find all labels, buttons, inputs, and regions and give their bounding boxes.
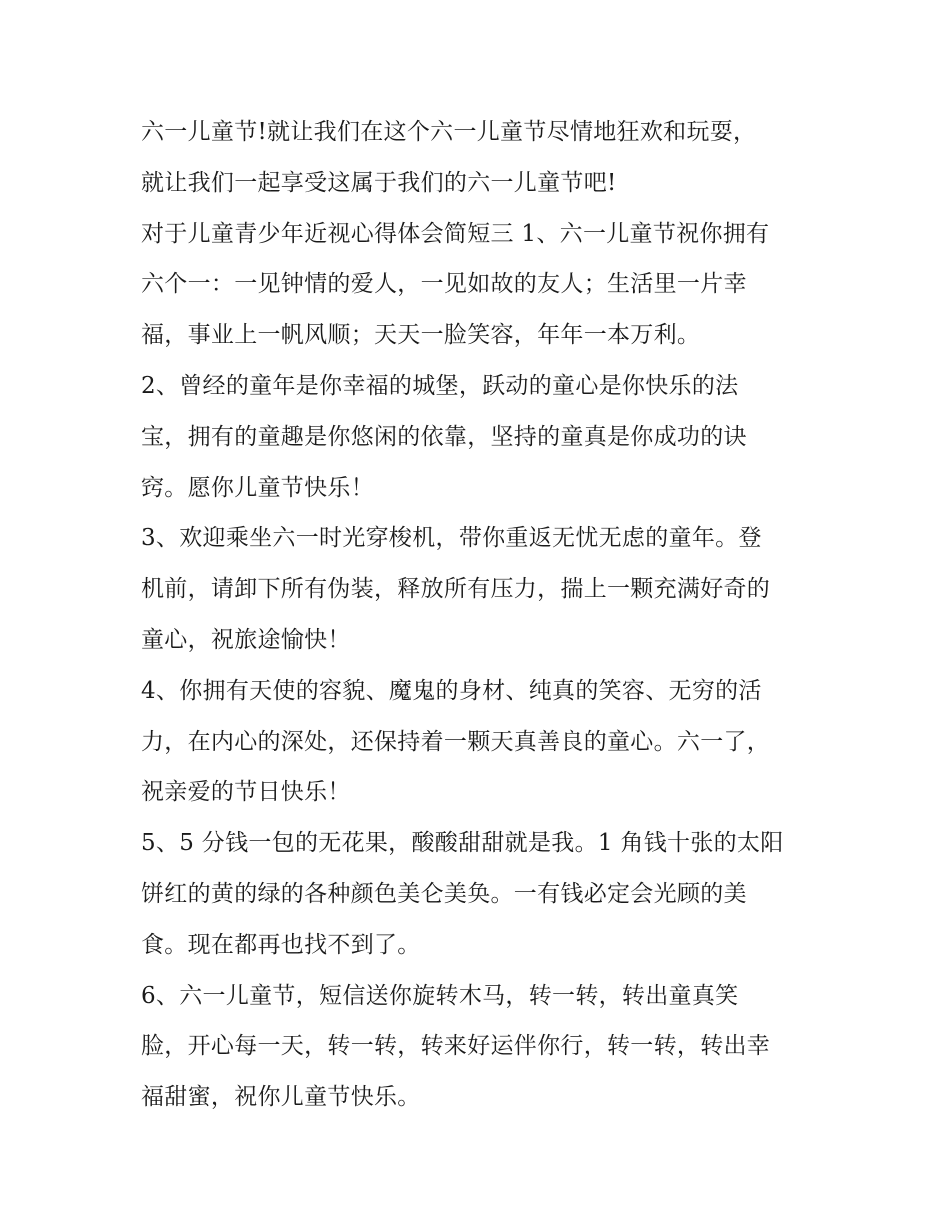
text-line: 宝，拥有的童趣是你悠闲的依靠，坚持的童真是你成功的诀 [141,423,747,450]
text-line: 3、欢迎乘坐六一时光穿梭机，带你重返无忧无虑的童年。登 [141,525,762,552]
text-line: 脸，开心每一天，转一转，转来好运伴你行，转一转，转出幸 [141,1033,771,1060]
text-line: 5、5 分钱一包的无花果，酸酸甜甜就是我。1 角钱十张的太阳 [141,830,784,857]
text-line: 对于儿童青少年近视心得体会简短三 1、六一儿童节祝你拥有 [141,220,770,247]
text-line: 六个一：一见钟情的爱人，一见如故的友人；生活里一片幸 [141,271,747,298]
body-text [141,107,821,1123]
text-line: 窍。愿你儿童节快乐！ [141,474,374,501]
text-line: 饼红的黄的绿的各种颜色美仑美奂。一有钱必定会光顾的美 [141,880,747,907]
text-line: 食。现在都再也找不到了。 [141,931,421,958]
text-line: 机前，请卸下所有伪装，释放所有压力，揣上一颗充满好奇的 [141,576,771,603]
text-line: 六一儿童节!就让我们在这个六一儿童节尽情地狂欢和玩耍， [141,119,757,145]
text-line: 福，事业上一帆风顺；天天一脸笑容，年年一本万利。 [141,322,701,349]
text-line: 4、你拥有天使的容貌、魔鬼的身材、纯真的笑容、无穷的活 [141,677,762,704]
text-line: 2、曾经的童年是你幸福的城堡，跃动的童心是你快乐的法 [141,372,739,399]
text-line: 祝亲爱的节日快乐！ [141,779,351,806]
text-line: 力，在内心的深处，还保持着一颗天真善良的童心。六一了， [141,728,771,755]
text-line: 童心，祝旅途愉快！ [141,626,351,653]
text-line: 福甜蜜，祝你儿童节快乐。 [141,1084,421,1111]
text-line: 就让我们一起享受这属于我们的六一儿童节吧! [141,169,617,196]
text-line: 6、六一儿童节，短信送你旋转木马，转一转，转出童真笑 [141,982,739,1009]
